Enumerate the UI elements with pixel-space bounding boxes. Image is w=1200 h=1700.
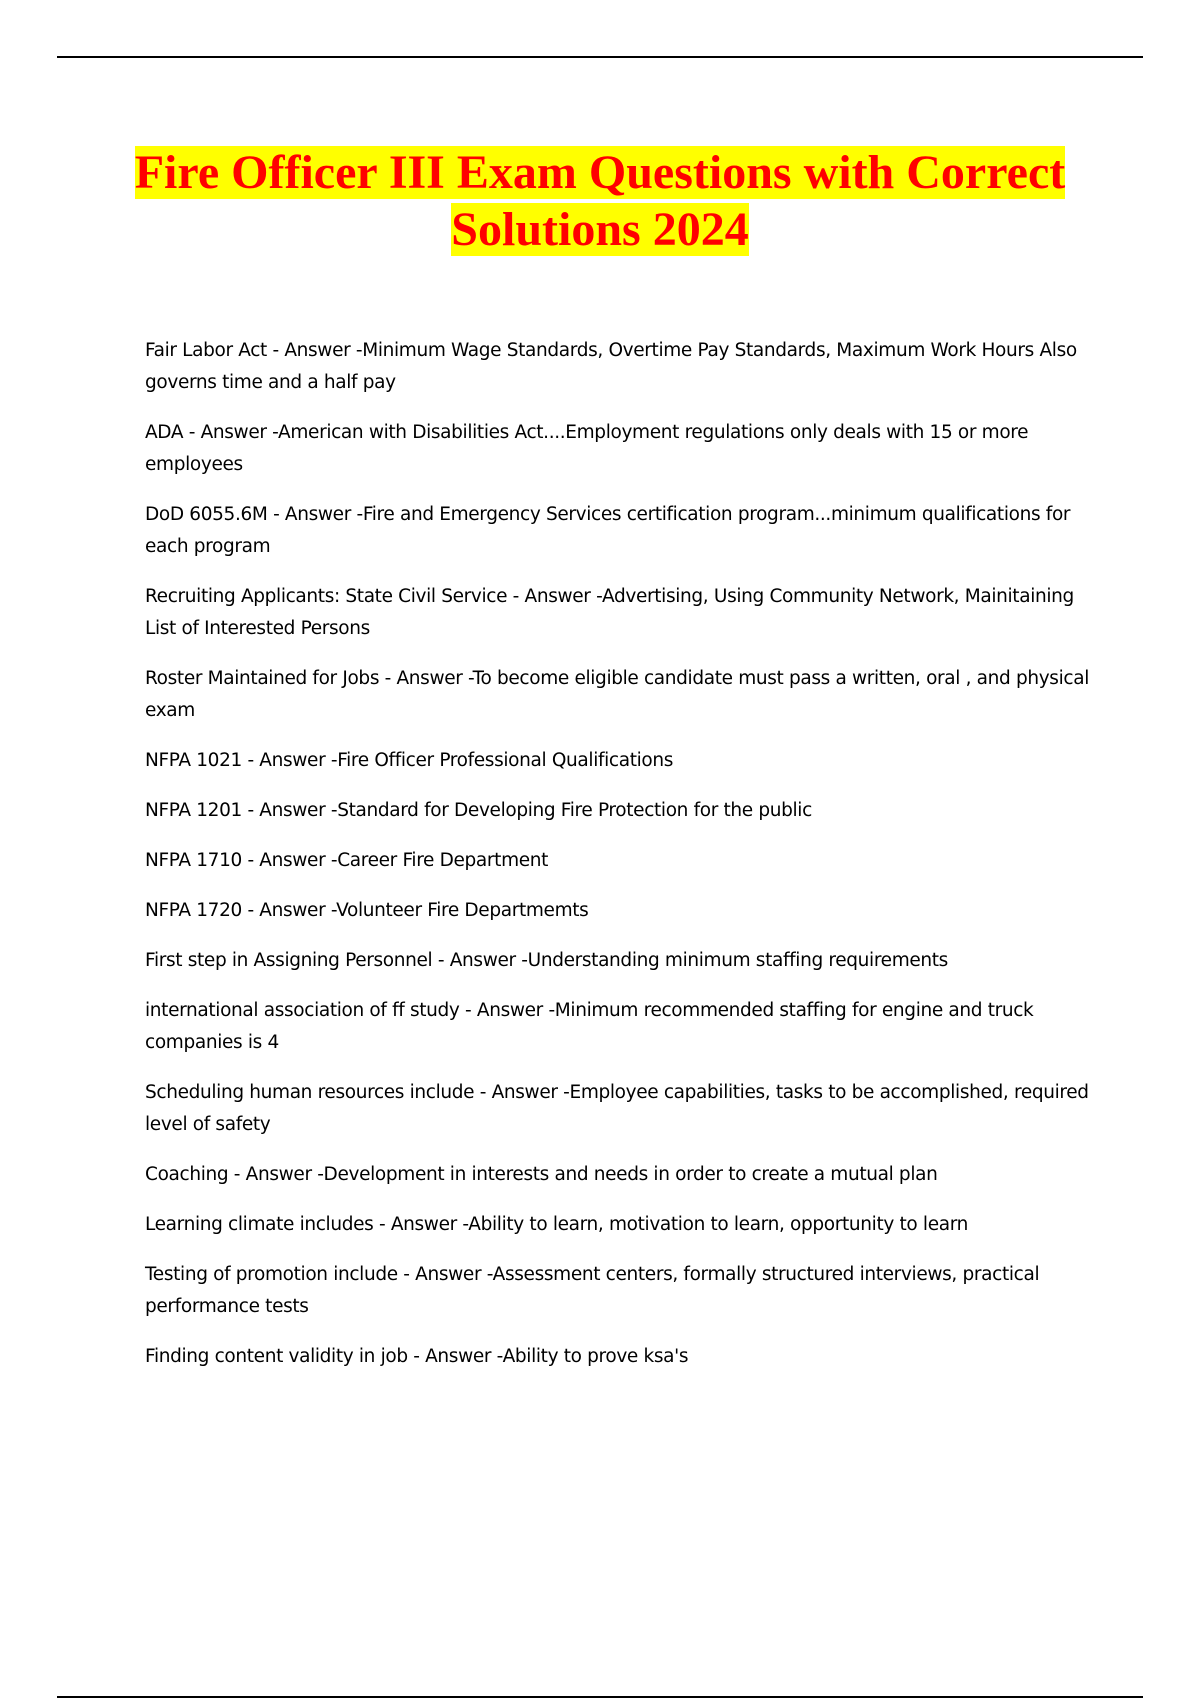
qa-item: NFPA 1021 - Answer -Fire Officer Professional Qualifications [145, 750, 674, 771]
qa-item: Testing of promotion include - Answer -Assessment centers, formally structured interviews, practical performance tests [145, 1264, 1040, 1317]
document-title [100, 144, 1100, 258]
title-line-2: Solutions 2024 [451, 203, 749, 256]
qa-item: ADA - Answer -American with Disabilities Act....Employment regulations only deals with 15 or more employees [145, 422, 1029, 475]
qa-item: NFPA 1710 - Answer -Career Fire Department [145, 850, 549, 871]
qa-item: Roster Maintained for Jobs - Answer -To become eligible candidate must pass a written, oral , and physical exam [145, 668, 1089, 721]
qa-item: international association of ff study - Answer -Minimum recommended staffing for engine and truck companies is 4 [145, 1000, 1034, 1053]
qa-list [145, 335, 1090, 1391]
qa-item: NFPA 1720 - Answer -Volunteer Fire Departmemts [145, 900, 589, 921]
qa-item: First step in Assigning Personnel - Answer -Understanding minimum staffing requirements [145, 950, 948, 971]
qa-item: Fair Labor Act - Answer -Minimum Wage Standards, Overtime Pay Standards, Maximum Work Hours Also governs time and a half pay [145, 340, 1077, 393]
qa-item: Finding content validity in job - Answer -Ability to prove ksa's [145, 1346, 689, 1367]
qa-item: NFPA 1201 - Answer -Standard for Developing Fire Protection for the public [145, 800, 812, 821]
title-line-1: Fire Officer III Exam Questions with Correct [134, 146, 1066, 199]
top-rule [57, 56, 1143, 58]
qa-item: Coaching - Answer -Development in interests and needs in order to create a mutual plan [145, 1164, 938, 1185]
qa-item: Scheduling human resources include - Answer -Employee capabilities, tasks to be accomplished, required level of safety [145, 1082, 1089, 1135]
qa-item: Learning climate includes - Answer -Ability to learn, motivation to learn, opportunity to learn [145, 1214, 969, 1235]
qa-item: DoD 6055.6M - Answer -Fire and Emergency Services certification program...minimum qualifications for each program [145, 504, 1071, 557]
qa-item: Recruiting Applicants: State Civil Service - Answer -Advertising, Using Community Network, Mainitaining List of Interested Persons [145, 586, 1074, 639]
bottom-rule [57, 1696, 1143, 1698]
